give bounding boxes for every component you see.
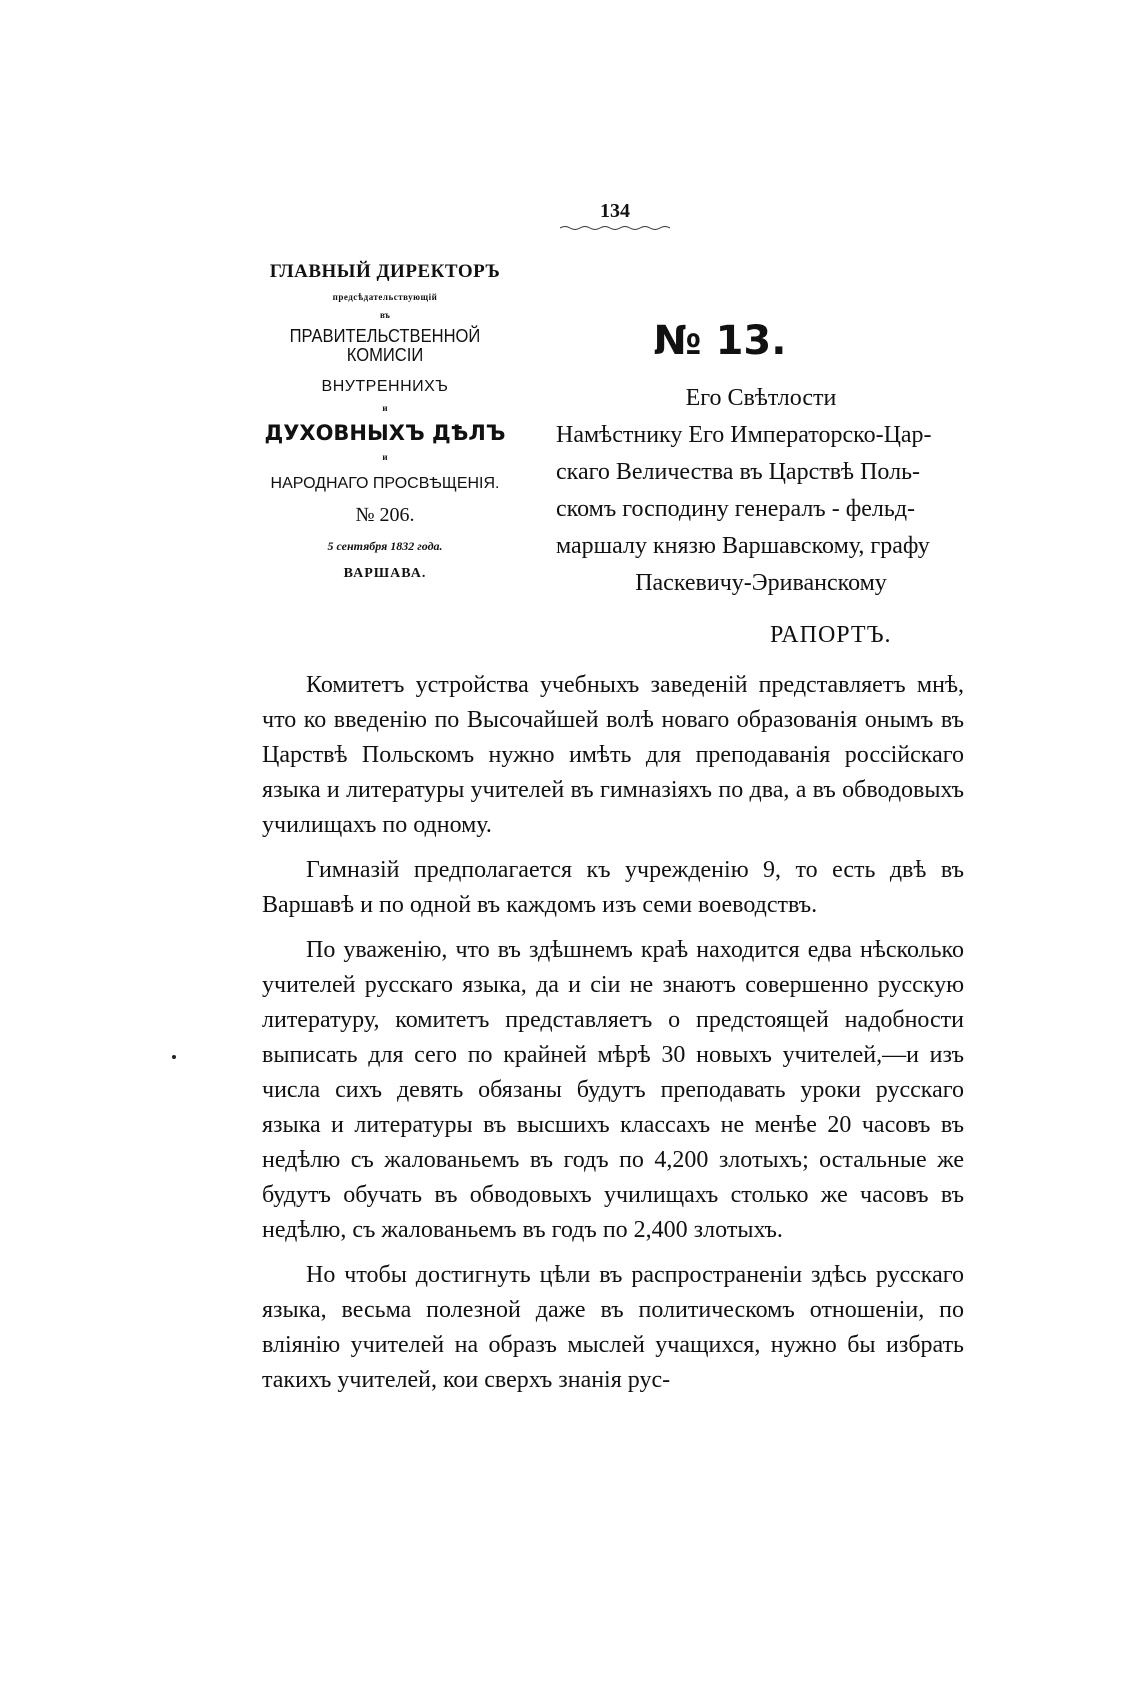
addressee-line: скомъ господину генералъ - фельд- [556,496,916,522]
addressee-block [556,380,966,602]
sender-title: ГЛАВНЫЙ ДИРЕКТОРЪ [269,261,501,282]
body-paragraph: Но чтобы достигнуть цѣли въ распространеніи здѣсь русскаго языка, весьма полезной даже въ политическомъ отношеніи, по вліянію учителей на образъ мыслей учащихся, нужно бы избрать такихъ учителей, кои сверхъ знанія рус- [262,1262,964,1393]
sender-and-2: и [382,451,388,462]
page-number [560,200,670,231]
sender-block [255,262,515,581]
sender-city: ВАРШАВА. [343,565,427,581]
addressee-last: Паскевичу-Эриванскому [635,570,887,596]
addressee-line: скаго Величества въ Царствѣ Поль- [556,459,921,485]
sender-and-1: и [382,402,388,413]
sender-spiritual: ДУХОВНЫХЪ ДѢЛЪ [264,420,506,445]
addressee-line: маршалу князю Варшавскому, графу [556,533,930,559]
body-paragraph: Комитетъ устройства учебныхъ заведеній представляетъ мнѣ, что ко введенію по Высочайшей волѣ новаго образованія онымъ въ Царствѣ Польскомъ нужно имѣть для преподаванія россійскаго языка и литературы учителей въ гимназіяхъ по два, а въ обводовыхъ училищахъ по одному. [262,672,964,838]
page-number-text: 134 [600,200,630,222]
sender-presiding: предсѣдательствующій [332,291,438,302]
sender-date: 5 сентября 1832 года. [327,539,443,554]
sender-in: въ [380,309,390,320]
addressee-line: Намѣстнику Его Императорско-Цар- [556,422,932,448]
page-number-ornament [560,225,670,231]
body-paragraph: По уваженію, что въ здѣшнемъ краѣ находится едва нѣсколько учителей русскаго языка, да и сіи не знаютъ совершенно русскую литературу, комитетъ представляетъ о предстоящей надобности выписать для сего по крайней мѣрѣ 30 новыхъ учителей,—и изъ числа сихъ девять обязаны будутъ преподавать уроки русскаго языка и литературы въ высшихъ классахъ не менѣе 20 часовъ въ недѣлю съ жалованьемъ въ годъ по 4,200 злотыхъ; остальные же будутъ обучать въ обводовыхъ училищахъ столько же часовъ въ недѣлю, съ жалованьемъ въ годъ по 2,400 злотыхъ. [262,937,964,1243]
sender-education: НАРОДНАГО ПРОСВѢЩЕНІЯ. [270,474,500,492]
document-number: № 13. [653,318,787,364]
addressee-head: Его Свѣтлости [685,385,837,411]
body-text [262,668,964,1408]
report-label: РАПОРТЪ. [770,622,892,648]
sender-internal: ВНУТРЕННИХЪ [321,378,449,396]
scan-speck [172,1055,176,1059]
body-paragraph: Гимназій предполагается къ учрежденію 9, то есть двѣ въ Варшавѣ и по одной въ каждомъ изъ семи воеводствъ. [262,857,964,918]
sender-commission: ПРАВИТЕЛЬСТВЕННОЙ КОМИСІИ [289,325,481,366]
sender-number: № 206. [355,504,415,527]
